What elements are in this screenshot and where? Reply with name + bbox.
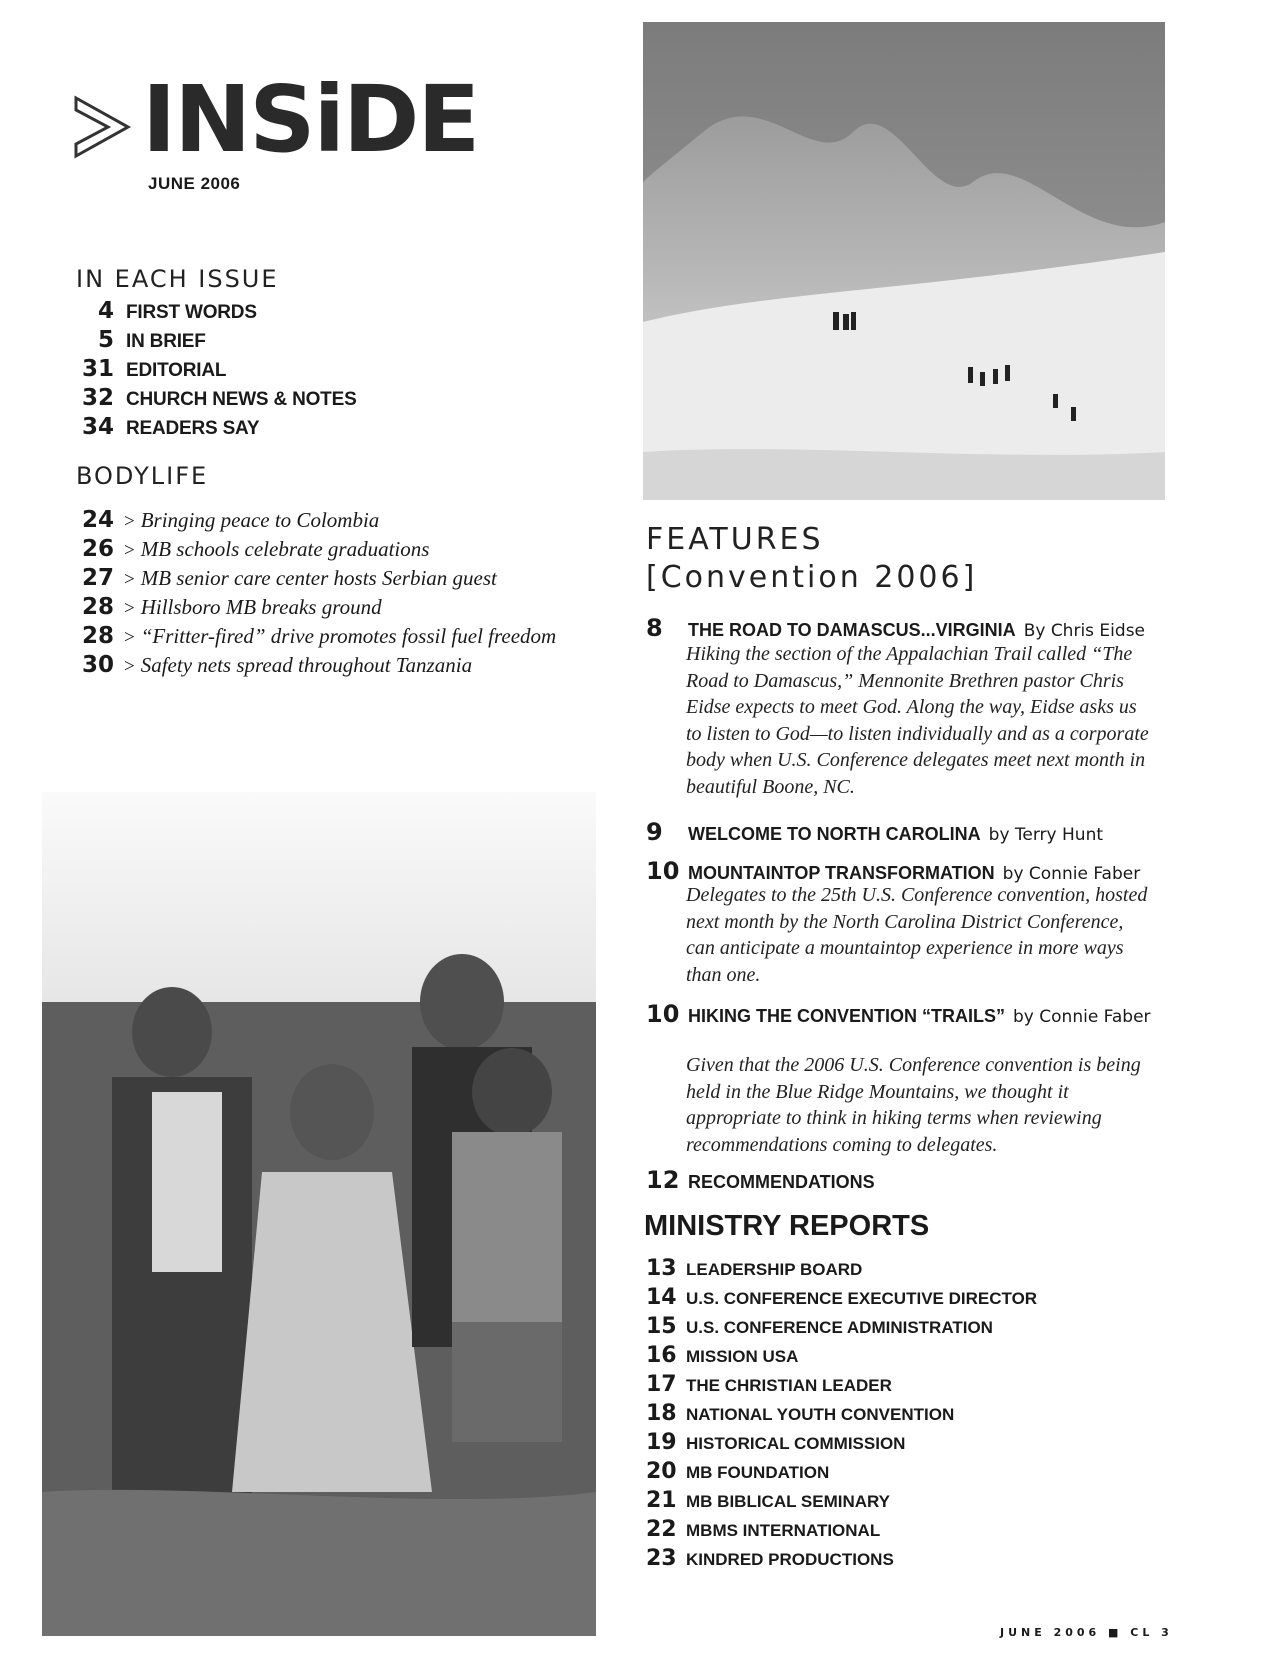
page-number: 14 [646, 1285, 677, 1310]
feature-item[interactable] [646, 818, 1103, 846]
item-label: KINDRED PRODUCTIONS [686, 1550, 894, 1569]
list-item[interactable] [0, 594, 382, 620]
item-label: “Fritter-fired” drive promotes fossil fuel freedom [140, 624, 557, 648]
list-item[interactable] [646, 1285, 1037, 1310]
list-item[interactable] [646, 1256, 862, 1281]
list-item[interactable] [0, 385, 357, 411]
page-number: 34 [81, 414, 114, 440]
feature-description: Hiking the section of the Appalachian Trail called “The Road to Damascus,” Mennonite Brethren pastor Chris Eidse expects to meet God. Along the way, Eidse asks us to listen to God—to listen individually and as a corporate body when U.S. Conference delegates meet next month in beautiful Boone, NC. [686, 643, 1149, 798]
page-number: 13 [646, 1256, 677, 1281]
item-label: U.S. CONFERENCE EXECUTIVE DIRECTOR [686, 1289, 1038, 1308]
feature-title: WELCOME TO NORTH CAROLINA [688, 824, 981, 844]
marker: > [124, 627, 135, 648]
page-number: 21 [646, 1488, 677, 1513]
item-label: MB senior care center hosts Serbian guest [140, 566, 497, 590]
feature-title: MOUNTAINTOP TRANSFORMATION [688, 863, 995, 883]
page-number: 26 [81, 536, 114, 562]
page-number: 5 [97, 327, 114, 353]
feature-description: Delegates to the 25th U.S. Conference convention, hosted next month by the North Carolina District Conference, can anticipate a mountaintop experience in more ways than one. [686, 884, 1148, 986]
page-number: 17 [646, 1372, 677, 1397]
page-number: 8 [646, 614, 663, 642]
marker: > [124, 656, 135, 677]
feature-title: HIKING THE CONVENTION “TRAILS” [688, 1006, 1006, 1026]
feature-byline: by Connie Faber [1002, 864, 1141, 884]
item-label: MB FOUNDATION [686, 1463, 830, 1482]
page-number: 28 [81, 623, 114, 649]
page-number: 10 [646, 857, 680, 885]
feature-title: THE ROAD TO DAMASCUS...VIRGINIA [688, 620, 1016, 640]
feature-byline: By Chris Eidse [1023, 621, 1146, 641]
page-number: 16 [646, 1343, 677, 1368]
page-number: 15 [646, 1314, 677, 1339]
page-number: 18 [646, 1401, 677, 1426]
chevron-right-icon [72, 92, 132, 162]
list-item[interactable] [0, 652, 472, 678]
page-number: 24 [81, 507, 114, 533]
item-label: THE CHRISTIAN LEADER [686, 1376, 892, 1395]
page-number: 32 [81, 385, 114, 411]
item-label: HISTORICAL COMMISSION [686, 1434, 906, 1453]
item-label: MISSION USA [686, 1347, 799, 1366]
item-label: EDITORIAL [126, 360, 227, 381]
list-item[interactable] [0, 298, 257, 324]
item-label: READERS SAY [126, 418, 260, 439]
list-item[interactable] [646, 1314, 993, 1339]
item-label: MB schools celebrate graduations [140, 537, 430, 561]
feature-item[interactable] [646, 614, 1145, 642]
feature-item[interactable] [646, 857, 1140, 885]
page-number: 9 [646, 818, 663, 846]
page-number: 27 [81, 565, 114, 591]
list-item[interactable] [0, 565, 497, 591]
item-label: Safety nets spread throughout Tanzania [140, 653, 473, 677]
page-number: 12 [646, 1166, 680, 1194]
feature-byline: by Connie Faber [1013, 1007, 1151, 1027]
marker: > [124, 598, 135, 619]
masthead-title: INSiDE [142, 66, 479, 173]
page-number: 23 [646, 1546, 677, 1571]
item-label: MB BIBLICAL SEMINARY [686, 1492, 890, 1511]
item-label: NATIONAL YOUTH CONVENTION [686, 1405, 955, 1424]
item-label: FIRST WORDS [126, 302, 257, 323]
feature-title: RECOMMENDATIONS [688, 1172, 875, 1192]
item-label: U.S. CONFERENCE ADMINISTRATION [686, 1318, 993, 1337]
page-number: 31 [81, 356, 114, 382]
page-number: 10 [646, 1000, 680, 1028]
feature-item[interactable] [646, 1000, 1151, 1028]
groundbreaking-photo [42, 792, 596, 1636]
item-label: CHURCH NEWS & NOTES [126, 389, 357, 410]
item-label: Hillsboro MB breaks ground [140, 595, 382, 619]
list-item[interactable] [0, 414, 259, 440]
list-item[interactable] [646, 1546, 894, 1571]
marker: > [124, 511, 135, 532]
item-label: Bringing peace to Colombia [140, 508, 380, 532]
features-subheading: [Convention 2006] [646, 560, 978, 595]
marker: > [124, 540, 135, 561]
feature-byline: by Terry Hunt [988, 825, 1104, 845]
item-label: MBMS INTERNATIONAL [686, 1521, 881, 1540]
features-heading: FEATURES [646, 522, 824, 557]
hikers-photo [643, 22, 1165, 500]
list-item[interactable] [0, 536, 429, 562]
list-item[interactable] [646, 1517, 880, 1542]
ministry-reports-heading: MINISTRY REPORTS [644, 1210, 930, 1242]
in-each-issue-heading: IN EACH ISSUE [76, 265, 279, 293]
item-label: LEADERSHIP BOARD [686, 1260, 863, 1279]
list-item[interactable] [646, 1430, 905, 1455]
list-item[interactable] [0, 356, 226, 382]
item-label: IN BRIEF [126, 331, 206, 352]
list-item[interactable] [646, 1372, 892, 1397]
page-number: 4 [97, 298, 114, 324]
marker: > [124, 569, 135, 590]
feature-item[interactable] [646, 1166, 875, 1194]
page-number: 22 [646, 1517, 677, 1542]
page-footer: JUNE 2006 ■ CL 3 [1000, 1626, 1173, 1639]
list-item[interactable] [0, 507, 379, 533]
page-number: 28 [81, 594, 114, 620]
feature-description: Given that the 2006 U.S. Conference convention is being held in the Blue Ridge Mountains, we thought it appropriate to think in hiking terms when reviewing recommendations coming to delegates. [686, 1054, 1141, 1156]
list-item[interactable] [646, 1401, 954, 1426]
list-item[interactable] [0, 623, 556, 649]
masthead-date: JUNE 2006 [148, 174, 241, 193]
list-item[interactable] [646, 1459, 829, 1484]
list-item[interactable] [646, 1343, 798, 1368]
page-number: 30 [81, 652, 114, 678]
list-item[interactable] [646, 1488, 890, 1513]
bodylife-heading: BODYLIFE [76, 462, 209, 490]
page-number: 20 [646, 1459, 677, 1484]
page-number: 19 [646, 1430, 677, 1455]
list-item[interactable] [0, 327, 206, 353]
